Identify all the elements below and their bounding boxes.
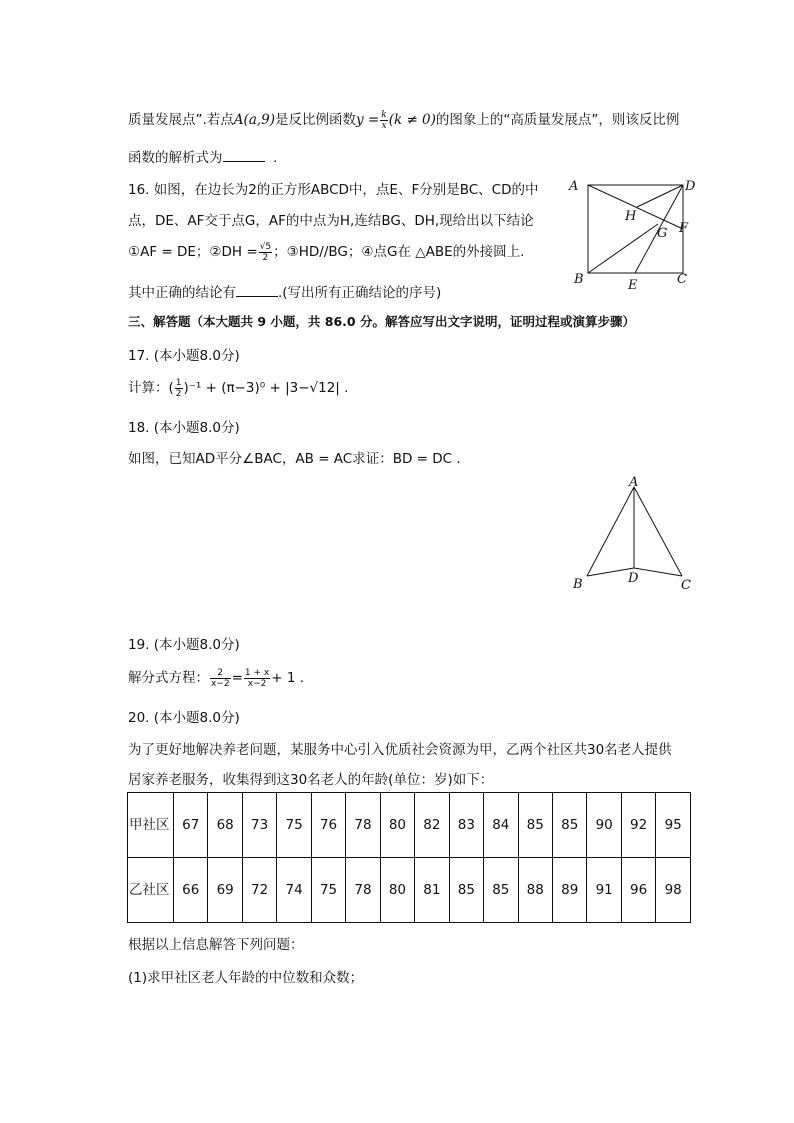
table-cell: 95	[656, 793, 691, 858]
q20-title: 20. (本小题8.0分)	[128, 710, 240, 726]
row-label: 甲社区	[128, 793, 174, 858]
table-cell: 82	[415, 793, 449, 858]
label-b: B	[574, 272, 584, 287]
row-label: 乙社区	[128, 858, 174, 923]
label-d: D	[628, 571, 639, 586]
segment-dh	[637, 185, 683, 207]
table-cell: 91	[587, 858, 621, 923]
label-h: H	[625, 209, 637, 224]
table-cell: 88	[518, 858, 552, 923]
segment-bd	[587, 568, 634, 576]
section-3-heading: 三、解答题（本大题共 9 小题，共 86.0 分。解答应写出文字说明，证明过程或演算步骤）	[128, 314, 635, 329]
q17-expression: 计算：( $\frac{1}{2}$ )⁻¹ + (π−3)⁰ + |3−√12| .	[128, 377, 349, 399]
ages-table	[127, 792, 691, 923]
table-cell: 80	[380, 858, 414, 923]
q18-title: 18. (本小题8.0分)	[128, 420, 240, 436]
q17-title: 17. (本小题8.0分)	[128, 348, 240, 364]
q16-line1: 16. 如图，在边长为2的正方形ABCD中，点E、F分别是BC、CD的中	[128, 182, 539, 198]
table-row	[128, 793, 691, 858]
label-d: D	[685, 179, 696, 194]
segment-bg	[588, 224, 658, 273]
table-cell: 96	[621, 858, 655, 923]
q20-line1: 为了更好地解决养老问题，某服务中心引入优质社会资源为甲，乙两个社区共30名老人提供	[128, 742, 672, 758]
label-f: F	[679, 221, 689, 236]
table-cell: 81	[415, 858, 449, 923]
label-e: E	[628, 278, 638, 293]
table-cell: 90	[587, 793, 621, 858]
table-cell: 78	[346, 858, 380, 923]
table-cell: 75	[277, 793, 311, 858]
q20-sub1: (1)求甲社区老人年龄的中位数和众数；	[128, 970, 364, 986]
table-cell: 98	[656, 858, 691, 923]
table-cell: 78	[346, 793, 380, 858]
label-b: B	[573, 577, 583, 592]
q19-title: 19. (本小题8.0分)	[128, 637, 240, 653]
q15-line1: 质量发展点”.若点A(a,9)是反比例函数y = $\frac{k}{x}$ (k ≠ 0)的图象上的“高质量发展点”，则该反比例	[128, 109, 680, 131]
table-cell: 84	[484, 793, 518, 858]
square-abcd	[588, 185, 683, 273]
table-cell: 83	[449, 793, 483, 858]
table-cell: 75	[311, 858, 345, 923]
label-g: G	[657, 226, 668, 241]
q20-line2: 居家养老服务，收集得到这30名老人的年龄(单位：岁)如下：	[128, 772, 494, 788]
table-cell: 72	[242, 858, 276, 923]
label-a: A	[569, 179, 579, 194]
label-a: A	[629, 475, 639, 490]
table-cell: 74	[277, 858, 311, 923]
q16-conclusions: ①AF = DE；②DH = $\frac{√5}{2}$ ；③HD//BG；④点G在 △ABE的外接圆上.	[128, 241, 525, 263]
segment-ac	[634, 487, 682, 576]
segment-ab	[587, 487, 634, 576]
table-cell: 89	[552, 858, 586, 923]
q18-triangle-figure	[565, 472, 700, 597]
q20-line3: 根据以上信息解答下列问题：	[128, 937, 304, 953]
table-cell: 76	[311, 793, 345, 858]
q18-text: 如图，已知AD平分∠BAC，AB = AC求证：BD = DC .	[128, 451, 461, 467]
q16-line4: 其中正确的结论有 .(写出所有正确结论的序号)	[128, 285, 442, 301]
table-cell: 85	[484, 858, 518, 923]
table-cell: 85	[552, 793, 586, 858]
table-cell: 85	[518, 793, 552, 858]
table-cell: 73	[242, 793, 276, 858]
table-cell: 80	[380, 793, 414, 858]
q15-line2: 函数的解析式为 .	[128, 150, 278, 166]
label-c: C	[677, 272, 687, 287]
answer-blank[interactable]	[223, 149, 265, 162]
table-cell: 92	[621, 793, 655, 858]
segment-dc	[634, 568, 682, 576]
q19-equation: 解分式方程： $\frac{2}{x-2}$ = $\frac{1 + x}{x-2}$ + 1 .	[128, 667, 305, 689]
table-cell: 67	[174, 793, 208, 858]
label-c: C	[681, 578, 691, 593]
answer-blank[interactable]	[236, 284, 278, 297]
q16-square-figure	[565, 175, 700, 295]
table-cell: 85	[449, 858, 483, 923]
q16-line2: 点，DE、AF交于点G，AF的中点为H,连结BG、DH,现给出以下结论	[128, 213, 534, 229]
table-cell: 68	[208, 793, 242, 858]
table-cell: 66	[174, 858, 208, 923]
table-row	[128, 858, 691, 923]
table-cell: 69	[208, 858, 242, 923]
